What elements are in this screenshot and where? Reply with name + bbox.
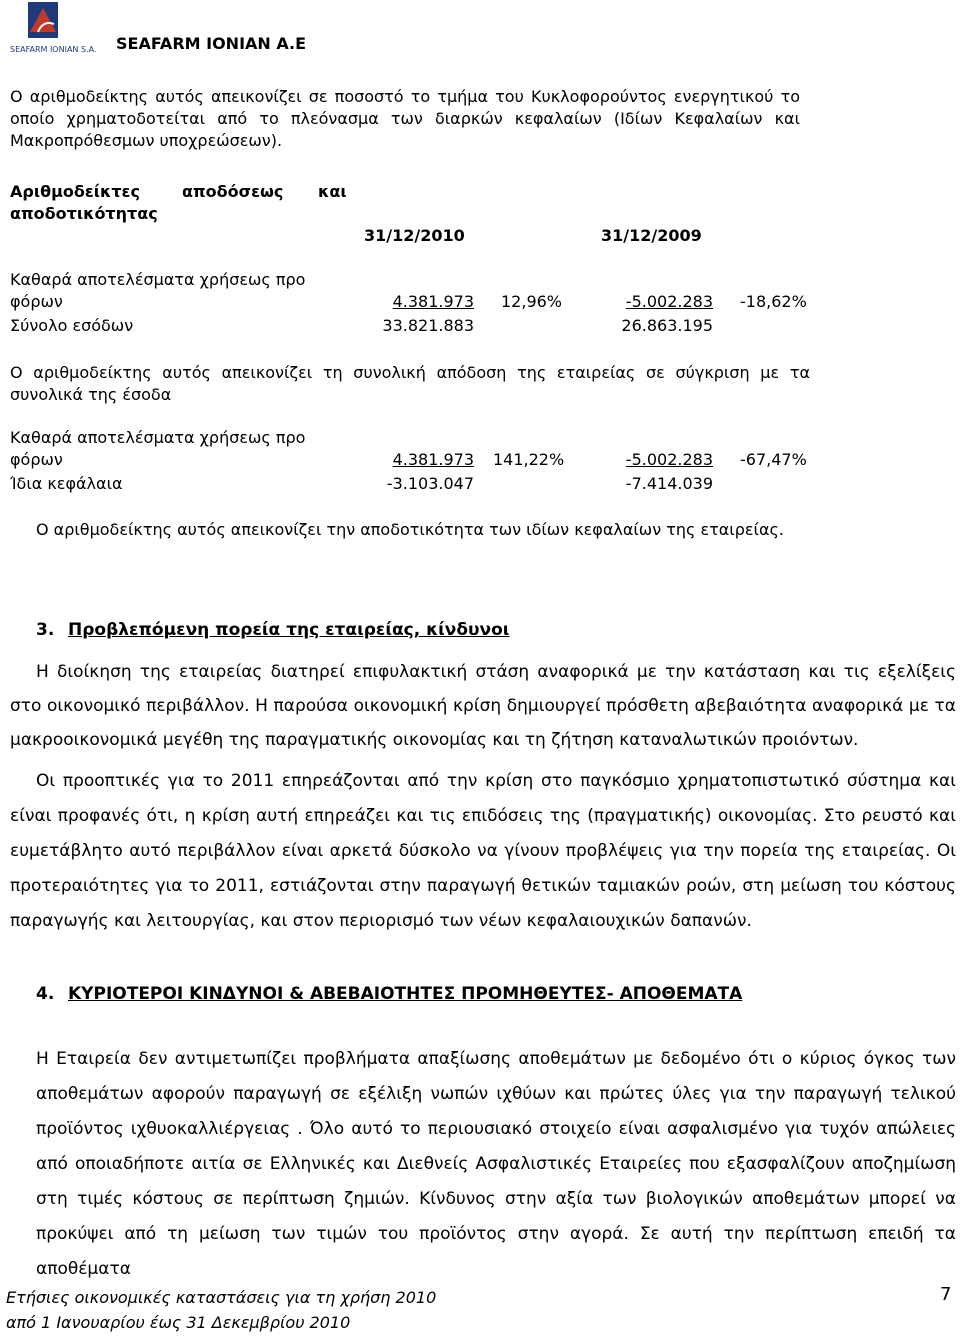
table2-row2-label: Ίδια κεφάλαια — [10, 474, 123, 493]
column-header-2010: 31/12/2010 — [364, 226, 465, 245]
table2-row1-value-2010: 4.381.973 — [392, 450, 474, 469]
table1-row1-pct-2010: 12,96% — [501, 292, 563, 311]
table2-row1-pct-2009: -67,47% — [740, 450, 807, 469]
table1-row1-pct-2009: -18,62% — [740, 292, 807, 311]
ratio-title-word1: Αριθμοδείκτες — [10, 182, 140, 201]
ratio-title-word3: και — [318, 182, 347, 201]
footer-line2: από 1 Ιανουαρίου έως 31 Δεκεμβρίου 2010 — [6, 1313, 351, 1332]
table1-row1-label-line1: Καθαρά αποτελέσματα χρήσεως προ — [10, 270, 306, 289]
table2-row1-label-line2: φόρων — [10, 450, 63, 469]
table2-row1-pct-2010: 141,22% — [493, 450, 565, 469]
table1-row1-value-2009: -5.002.283 — [625, 292, 713, 311]
logo-text: SEAFARM IONIAN S.A. — [10, 45, 97, 54]
section3-paragraph2: Οι προοπτικές για το 2011 επηρεάζονται από την κρίση στο παγκόσμιο χρηματοπιστωτικό σύστημα και είναι προφανές ότι, η κρίση αυτή επηρεάζει και τις επιδόσεις της (πραγματικής) οικονομίας. Στο ρευστό και ευμετάβλητο αυτό περιβάλλον είναι αρκετά δύσκολο να γίνουν προβλέψεις για την πορεία της εταιρείας. Οι προτεραιότητες για το 2011, εστιάζονται στην παραγωγή θετικών ταμιακών ροών, στη μείωση του κόστους παραγωγής και λειτουργίας, και στον περιορισμό των νέων κεφαλαιουχικών δαπανών. — [10, 771, 956, 931]
table1-row2-value-2009: 26.863.195 — [621, 316, 713, 335]
section4-title: ΚΥΡΙΟΤΕΡΟΙ ΚΙΝΔΥΝΟΙ & ΑΒΕΒΑΙΟΤΗΤΕΣ ΠΡΟΜΗΘΕΥΤΕΣ- ΑΠΟΘΕΜΑΤΑ — [68, 984, 743, 1004]
column-header-2009: 31/12/2009 — [601, 226, 702, 245]
ratio-title-word2: αποδόσεως — [182, 182, 284, 201]
section3-paragraph1: Η διοίκηση της εταιρείας διατηρεί επιφυλακτική στάση αναφορικά με την κατάσταση και τις εξελίξεις στο οικονομικό περιβάλλον. Η παρούσα οικονομική κρίση δημιουργεί πρόσθετη αβεβαιότητα αναφορικά με τα μακροοικονομικά μεγέθη της παραγματικής οικονομίας και τη ζήτηση καταναλωτικών προιόντων. — [10, 662, 956, 750]
page-number: 7 — [940, 1284, 952, 1305]
table2-row2-value-2010: -3.103.047 — [386, 474, 474, 493]
table2-note: Ο αριθμοδείκτης αυτός απεικονίζει την αποδοτικότητα των ιδίων κεφαλαίων της εταιρείας. — [36, 520, 784, 539]
section4-number: 4. — [36, 984, 55, 1004]
table2-row1-label-line1: Καθαρά αποτελέσματα χρήσεως προ — [10, 428, 306, 447]
table1-row1-value-2010: 4.381.973 — [392, 292, 474, 311]
header-company-name: SEAFARM IONIAN A.E — [116, 34, 307, 53]
table2-row2-value-2009: -7.414.039 — [625, 474, 713, 493]
table1-row2-value-2010: 33.821.883 — [382, 316, 474, 335]
footer-line1: Ετήσιες οικονομικές καταστάσεις για τη χρήση 2010 — [6, 1288, 437, 1307]
company-logo — [8, 2, 100, 60]
section4-paragraph1: Η Εταιρεία δεν αντιμετωπίζει προβλήματα απαξίωσης αποθεμάτων με δεδομένο ότι ο κύριος όγκος των αποθεμάτων αφορούν παραγωγή σε εξέλιξη νωπών ιχθύων και πρώτες ύλες για την παραγωγή τελικού προϊόντος ιχθυοκαλλιέργειας . Όλο αυτό το περιουσιακό στοιχείο είναι ασφαλισμένο για τυχόν απώλειες από οποιαδήποτε αιτία σε Ελληνικές και Διεθνείς Ασφαλιστικές Εταιρείες που εξασφαλίζουν αποζημίωση στη τιμές κόστους σε περίπτωση ζημιών. Κίνδυνος στην αξία των βιολογικών αποθεμάτων μπορεί να προκύψει από τη μείωση των τιμών του προϊόντος στην αγορά. Σε αυτή την περίπτωση επειδή τα αποθέματα — [36, 1049, 956, 1279]
section3-title: Προβλεπόμενη πορεία της εταιρείας, κίνδυνοι — [68, 620, 510, 640]
table1-row1-label-line2: φόρων — [10, 292, 63, 311]
ratio-intro-paragraph: Ο αριθμοδείκτης αυτός απεικονίζει σε ποσοστό το τμήμα του Κυκλοφορούντος ενεργητικού το οποίο χρηματοδοτείται από το πλεόνασμα των διαρκών κεφαλαίων (Ιδίων Κεφαλαίων και Μακροπρόθεσμων υποχρεώσεων). — [10, 87, 800, 150]
section3-number: 3. — [36, 620, 55, 640]
table1-row2-label: Σύνολο εσόδων — [10, 316, 134, 335]
ratio-title-word4: αποδοτικότητας — [10, 204, 158, 223]
table2-row1-value-2009: -5.002.283 — [625, 450, 713, 469]
table1-note: Ο αριθμοδείκτης αυτός απεικονίζει τη συνολική απόδοση της εταιρείας σε σύγκριση με τα συνολικά της έσοδα — [10, 363, 810, 404]
